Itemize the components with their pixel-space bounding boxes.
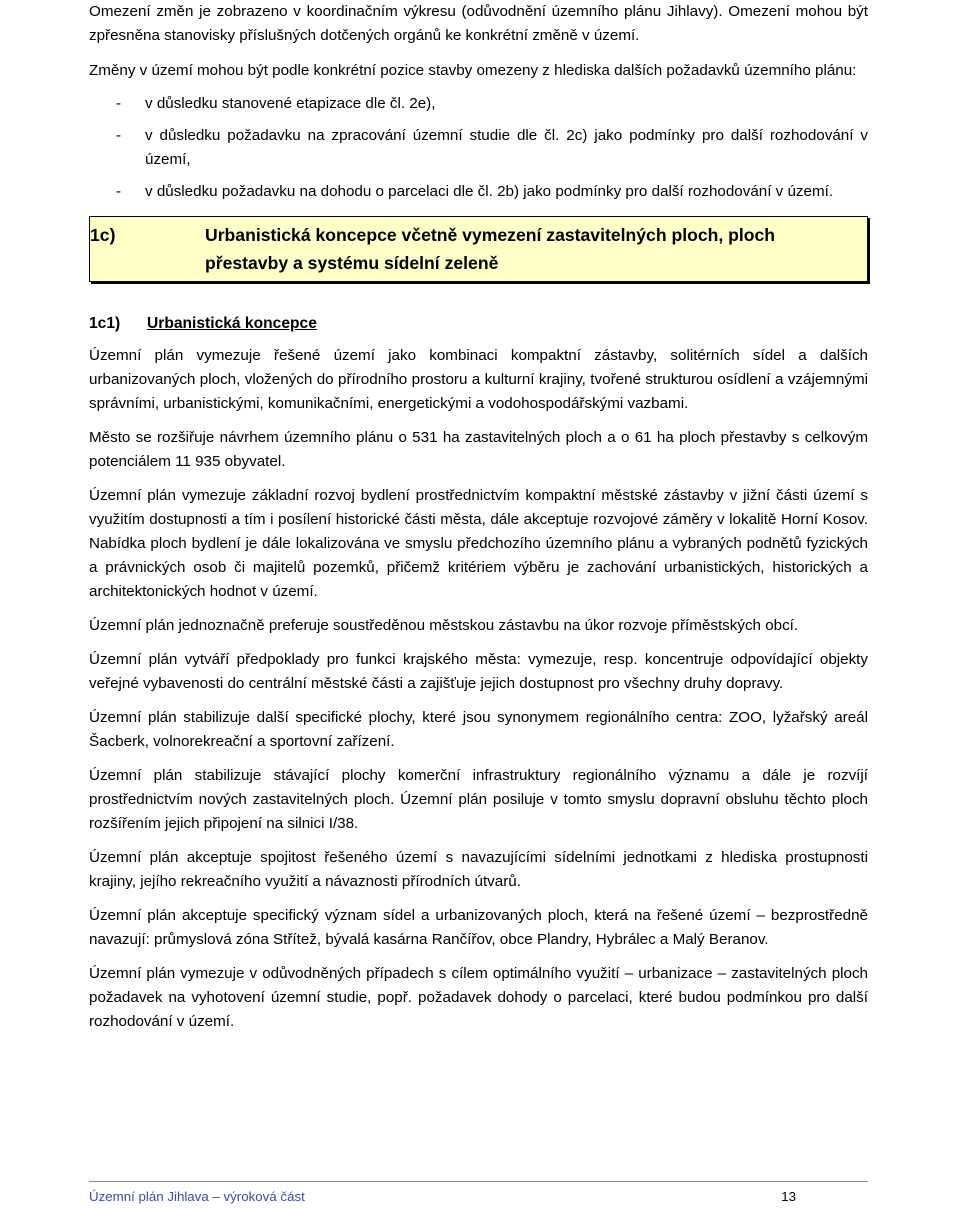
section-title: Urbanistická koncepce včetně vymezení zastavitelných ploch, ploch přestavby a systému sídelní zeleně <box>205 225 776 273</box>
page-number: 13 <box>781 1189 796 1204</box>
list-item <box>89 124 868 172</box>
intro-block <box>89 0 868 204</box>
document-page <box>89 0 868 1044</box>
body-paragraph: Územní plán akceptuje specifický význam sídel a urbanizovaných ploch, která na řešené území – bezprostředně navazují: průmyslová zóna Střítež, bývalá kasárna Rančířov, obce Plandry, Hybrálec a Malý Beranov. <box>89 907 868 948</box>
list-dash: - <box>116 95 122 112</box>
body-paragraph: Územní plán jednoznačně preferuje soustředěnou městskou zástavbu na úkor rozvoje příměstských obcí. <box>89 617 799 634</box>
body-paragraph: Územní plán stabilizuje další specifické plochy, které jsou synonymem regionálního centra: ZOO, lyžařský areál Šacberk, volnorekreační a sportovní zařízení. <box>89 709 868 750</box>
body-paragraph: Město se rozšiřuje návrhem územního plánu o 531 ha zastavitelných ploch a o 61 ha ploch přestavby s celkovým potenciálem 11 935 obyvatel. <box>89 429 868 470</box>
list-item <box>89 92 868 116</box>
body-paragraph: Územní plán vymezuje základní rozvoj bydlení prostřednictvím kompaktní městské zástavby v jižní části území s využitím dostupnosti a tím i posílení historické části města, dále akceptuje rozvojové záměry v lokalitě Horní Kosov. Nabídka ploch bydlení je dále lokalizována ve smyslu předchozího územního plánu a vybraných podnětů fyzických a právnických osob či majitelů pozemků, přičemž kritériem výběru je zachování urbanistických, historických a architektonických hodnot v území. <box>89 487 868 600</box>
body-paragraph: Územní plán vymezuje řešené území jako kombinaci kompaktní zástavby, solitérních sídel a dalších urbanizovaných ploch, vložených do přírodního prostoru a kulturní krajiny, tvořené strukturou osídlení a vzájemnými správními, urbanistickými, komunikačními, energetickými a vodohospodářskými vazbami. <box>89 347 868 412</box>
list-item <box>89 180 868 204</box>
section-number: 1c) <box>90 225 116 245</box>
body-paragraph: Územní plán vytváří předpoklady pro funkci krajského města: vymezuje, resp. koncentruje odpovídající objekty veřejné vybavenosti do centrální městské části a zajišťuje jejich dostupnost pro všechny druhy dopravy. <box>89 651 868 692</box>
list-dash: - <box>116 183 122 200</box>
intro-paragraph-2: Změny v území mohou být podle konkrétní pozice stavby omezeny z hlediska dalších požadavků územního plánu: <box>89 62 857 79</box>
intro-paragraph-1: Omezení změn je zobrazeno v koordinačním výkresu (odůvodnění územního plánu Jihlavy). Omezení mohou být zpřesněna stanovisky příslušných dotčených orgánů ke konkrétní změně v území. <box>89 3 868 44</box>
subsection-title: Urbanistická koncepce <box>147 315 317 332</box>
subsection-number: 1c1) <box>89 315 121 332</box>
list-dash: - <box>116 127 122 144</box>
body-text <box>89 344 868 1034</box>
body-paragraph: Územní plán akceptuje spojitost řešeného území s navazujícími sídelními jednotkami z hlediska prostupnosti krajiny, jejího rekreačního využití a návaznosti přírodních útvarů. <box>89 849 868 890</box>
list-item-text: v důsledku stanovené etapizace dle čl. 2e), <box>145 95 436 112</box>
subsection-heading <box>89 312 868 336</box>
page-footer <box>89 1181 868 1206</box>
footer-document-name: Územní plán Jihlava – výroková část <box>89 1189 305 1204</box>
body-paragraph: Územní plán vymezuje v odůvodněných případech s cílem optimálního využití – urbanizace – zastavitelných ploch požadavek na vyhotovení územní studie, popř. požadavek dohody o parcelaci, které budou podmínkou pro další rozhodování v území. <box>89 965 868 1030</box>
body-paragraph: Územní plán stabilizuje stávající plochy komerční infrastruktury regionálního významu a dále je rozvíjí prostřednictvím nových zastavitelných ploch. Územní plán posiluje v tomto smyslu dopravní obsluhu těchto ploch rozšířením jejich připojení na silnici I/38. <box>89 767 868 832</box>
list-item-text: v důsledku požadavku na zpracování územní studie dle čl. 2c) jako podmínky pro další rozhodování v území, <box>145 127 868 168</box>
list-item-text: v důsledku požadavku na dohodu o parcelaci dle čl. 2b) jako podmínky pro další rozhodování v území. <box>145 183 834 200</box>
section-heading <box>89 216 868 282</box>
restriction-list <box>89 92 868 204</box>
